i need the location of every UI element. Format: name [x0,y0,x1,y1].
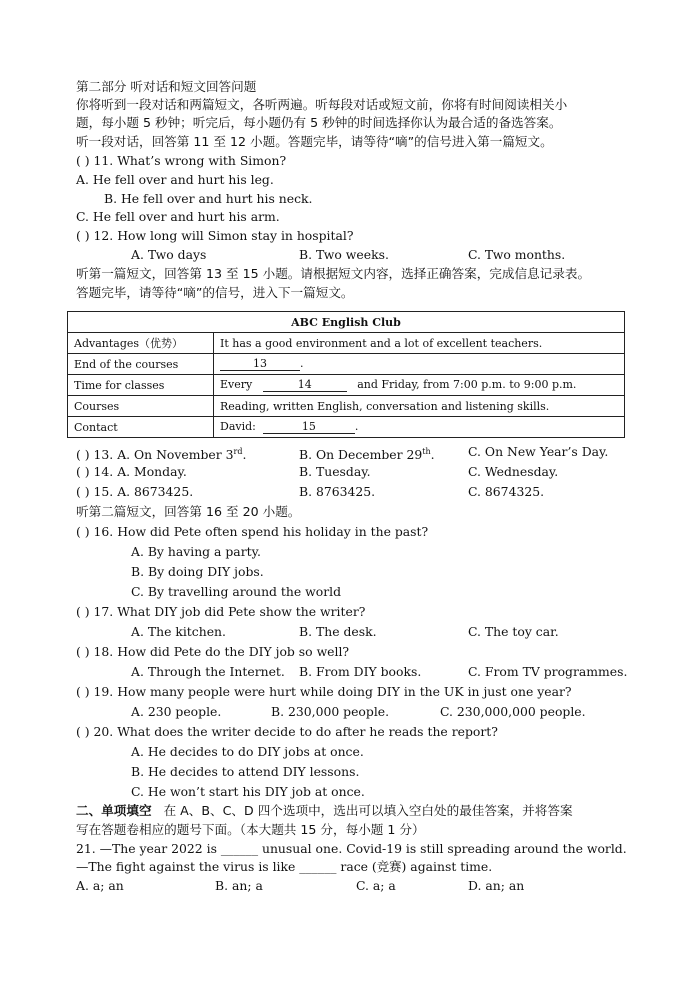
blank-13-end: . [300,357,304,370]
table-row [68,354,625,375]
q13-a-end: . [242,447,247,463]
q21-line1: 21. —The year 2022 is ______ unusual one. Covid-19 is still spreading around the world. [76,841,627,856]
section2-heading: 二、单项填空 [76,803,152,818]
q12-stem: ( ) 12. How long will Simon stay in hospital? [76,228,354,243]
row-label-contact: Contact [68,417,214,438]
q18-option-a: A. Through the Internet. [131,664,285,679]
row-value-courses: Reading, written English, conversation and listening skills. [214,396,625,417]
blank-15[interactable]: 15 [263,420,355,434]
q17-option-c: C. The toy car. [468,624,559,639]
q21-option-d: D. an; an [468,878,525,893]
q21-option-b: B. an; a [215,878,263,893]
q16-option-a: A. By having a party. [131,544,261,559]
q21-option-a: A. a; an [76,878,124,893]
q15-stem: ( ) 15. A. 8673425. [76,484,194,499]
q13-b-sup: th [422,447,431,456]
q13-b-text: B. On December 29 [299,447,423,463]
q13-stem-text: ( ) 13. A. On November 3 [76,447,234,463]
q11-option-b: B. He fell over and hurt his neck. [104,191,313,206]
section2-text2: 写在答题卷相应的题号下面。（本大题共 15 分，每小题 1 分） [76,822,425,837]
table-row [68,333,625,354]
q17-option-b: B. The desk. [299,624,377,639]
q19-option-a: A. 230 people. [131,704,222,719]
q14-stem: ( ) 14. A. Monday. [76,464,187,479]
time-rest: and Friday, from 7:00 p.m. to 9:00 p.m. [357,378,577,391]
q13-a-sup: rd [233,447,243,456]
table-title: ABC English Club [68,312,625,333]
q11-stem: ( ) 11. What’s wrong with Simon? [76,153,287,168]
q14-option-c: C. Wednesday. [468,464,559,479]
q13-stem [76,443,246,464]
q18-option-c: C. From TV programmes. [468,664,628,679]
q14-option-b: B. Tuesday. [299,464,371,479]
q11-option-c: C. He fell over and hurt his arm. [76,209,280,224]
part2-intro-line1: 你将听到一段对话和两篇短文，各听两遍。听每段对话或短文前，你将有时间阅读相关小 [76,97,568,112]
blank-15-end: . [354,420,359,433]
q13-b-end: . [430,447,435,463]
q15-option-c: C. 8674325. [468,484,545,499]
q12-option-b: B. Two weeks. [299,247,389,262]
q12-option-c: C. Two months. [468,247,566,262]
row-value-advantages: It has a good environment and a lot of excellent teachers. [214,333,625,354]
q17-option-a: A. The kitchen. [131,624,226,639]
q15-option-b: B. 8763425. [299,484,376,499]
q18-stem: ( ) 18. How did Pete do the DIY job so well? [76,644,350,659]
q12-option-a: A. Two days [131,247,207,262]
q20-option-a: A. He decides to do DIY jobs at once. [131,744,364,759]
table-row [68,396,625,417]
q16-stem: ( ) 16. How did Pete often spend his holiday in the past? [76,524,429,539]
q21-option-c: C. a; a [356,878,396,893]
part2-intro-line3: 听一段对话，回答第 11 至 12 小题。答题完毕，请等待“嘀”的信号进入第一篇短文。 [76,134,553,149]
row-label-time-for-classes: Time for classes [68,375,214,396]
q13-option-b [299,443,435,464]
passage2-intro: 听第二篇短文，回答第 16 至 20 小题。 [76,504,301,519]
q19-stem: ( ) 19. How many people were hurt while doing DIY in the UK in just one year? [76,684,572,699]
passage1-intro-line1: 听第一篇短文，回答第 13 至 15 小题。请根据短文内容，选择正确答案，完成信息记录表。 [76,266,591,281]
q11-option-a: A. He fell over and hurt his leg. [76,172,274,187]
q13-option-c: C. On New Year’s Day. [468,444,609,459]
row-label-courses: Courses [68,396,214,417]
q19-option-c: C. 230,000,000 people. [440,704,586,719]
q21-line2: —The fight against the virus is like ______ race (竞赛) against time. [76,859,493,874]
time-every: Every [220,378,253,391]
club-info-table [67,311,625,438]
row-value-time-for-classes [214,375,625,396]
part2-intro-line2: 题，每小题 5 秒钟；听完后，每小题仍有 5 秒钟的时间选择你认为最合适的备选答案。 [76,115,562,130]
table-row [68,417,625,438]
blank-14[interactable]: 14 [263,378,347,392]
row-label-advantages: Advantages（优势） [68,333,214,354]
table-title-row [68,312,625,333]
q20-stem: ( ) 20. What does the writer decide to do after he reads the report? [76,724,498,739]
section2-line1 [76,802,573,820]
blank-13[interactable]: 13 [220,357,300,371]
row-value-contact [214,417,625,438]
q16-option-c: C. By travelling around the world [131,584,342,599]
table-row [68,375,625,396]
q20-option-c: C. He won’t start his DIY job at once. [131,784,365,799]
q18-option-b: B. From DIY books. [299,664,422,679]
passage1-intro-line2: 答题完毕，请等待“嘀”的信号，进入下一篇短文。 [76,285,354,300]
q20-option-b: B. He decides to attend DIY lessons. [131,764,360,779]
row-label-end-of-courses: End of the courses [68,354,214,375]
contact-david: David: [220,420,256,433]
q19-option-b: B. 230,000 people. [271,704,390,719]
row-value-end-of-courses [214,354,625,375]
section2-text1: 在 A、B、C、D 四个选项中，选出可以填入空白处的最佳答案，并将答案 [163,803,573,818]
q17-stem: ( ) 17. What DIY job did Pete show the writer? [76,604,366,619]
part2-heading: 第二部分 听对话和短文回答问题 [76,79,257,94]
q16-option-b: B. By doing DIY jobs. [131,564,264,579]
